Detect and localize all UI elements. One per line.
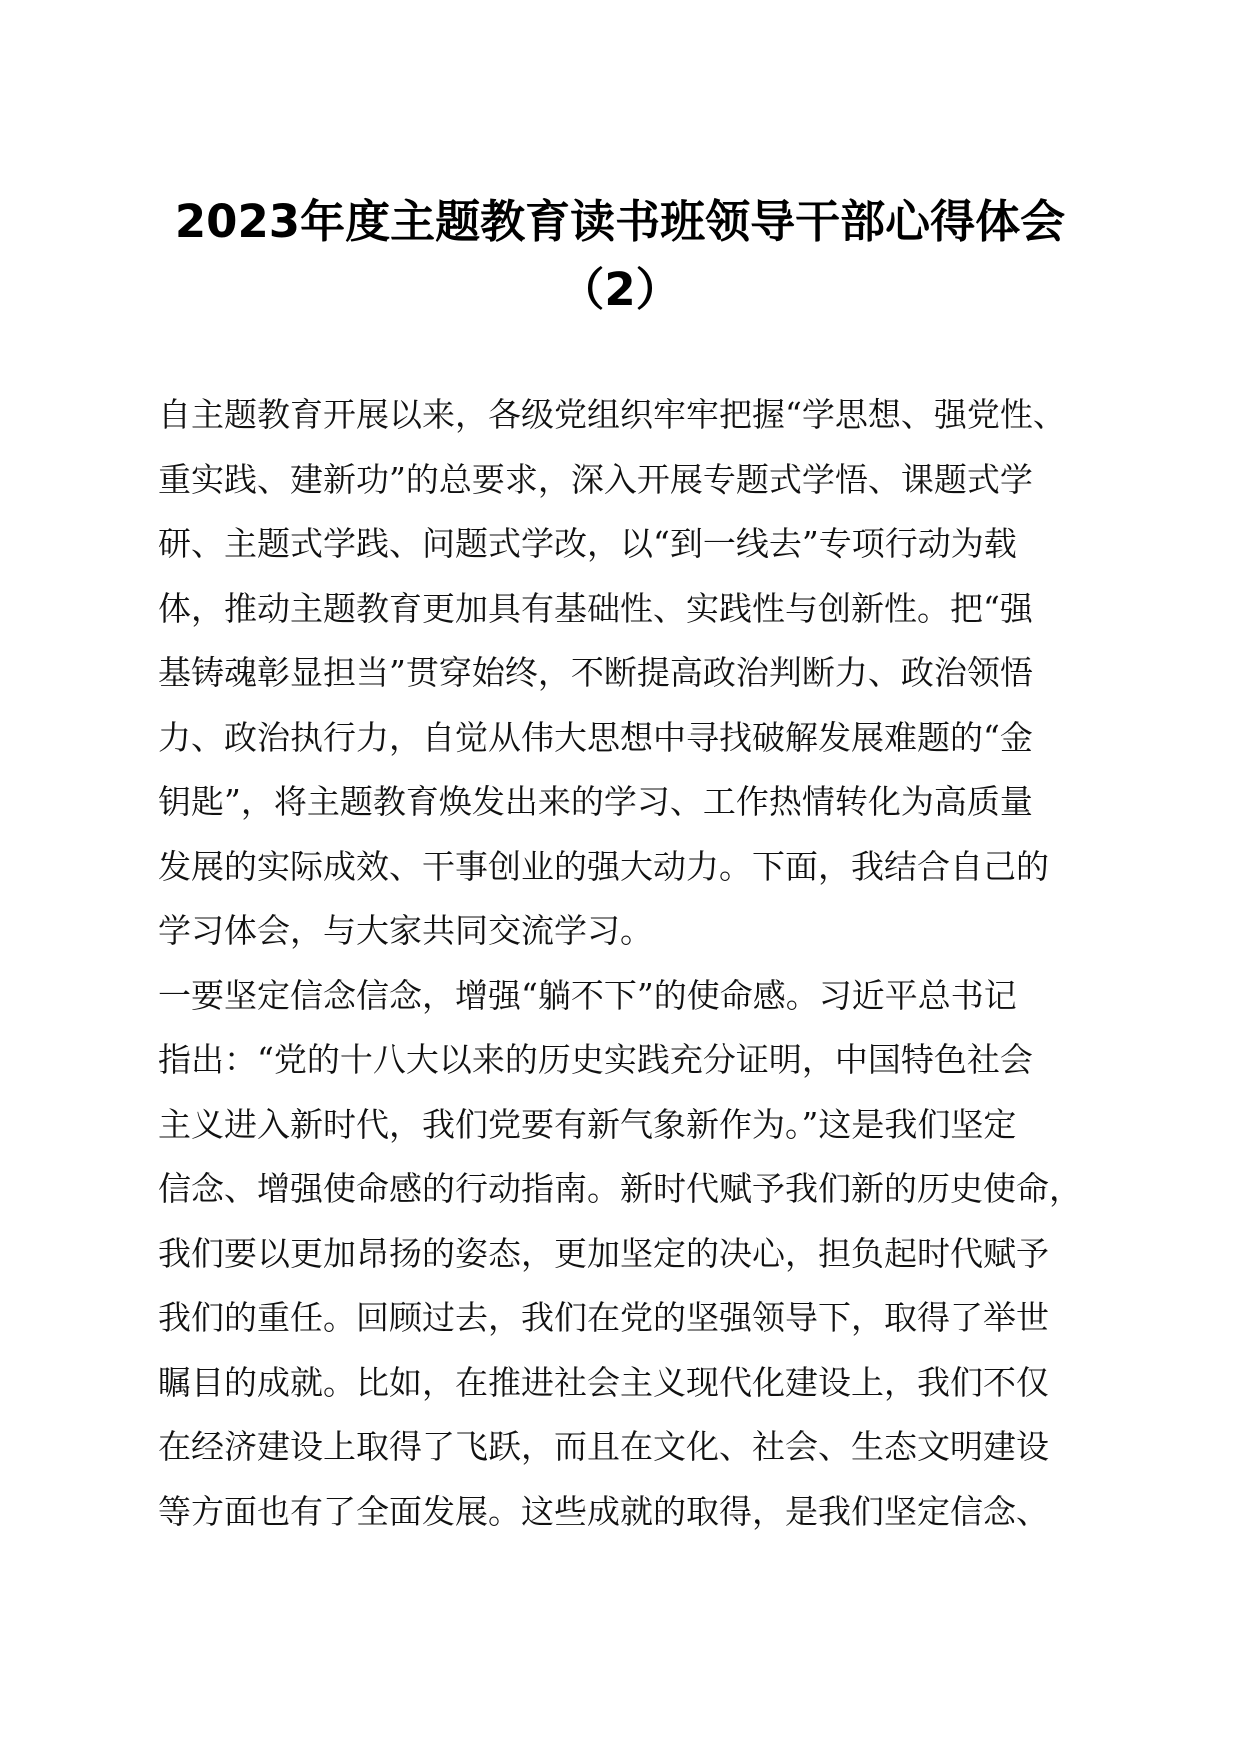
body-text-line: 我们的重任。回顾过去，我们在党的坚强领导下，取得了举世 (158, 1298, 1049, 1337)
body-text-line: 等方面也有了全面发展。这些成就的取得，是我们坚定信念、 (158, 1491, 1049, 1531)
body-text-line: 力、政治执行力，自觉从伟大思想中寻找破解发展难题的“金 (158, 717, 1033, 757)
body-text-line: 体，推动主题教育更加具有基础性、实践性与创新性。把“强 (158, 588, 1033, 628)
document-body (158, 383, 1098, 1544)
body-text-line: 钥匙”，将主题教育焕发出来的学习、工作热情转化为高质量 (158, 782, 1033, 821)
document-title-line-2: （2） (559, 263, 681, 316)
body-text-line: 主义进入新时代，我们党要有新气象新作为。”这是我们坚定 (158, 1104, 1017, 1144)
body-text-line: 研、主题式学践、问题式学改，以“到一线去”专项行动为载 (158, 524, 1017, 563)
document-title-line-1: 2023年度主题教育读书班领导干部心得体会 (174, 195, 1066, 248)
body-text-line: 指出：“党的十八大以来的历史实践充分证明，中国特色社会 (158, 1040, 1033, 1079)
body-text-line: 发展的实际成效、干事创业的强大动力。下面，我结合自己的 (158, 846, 1049, 886)
body-text-line: 重实践、建新功”的总要求，深入开展专题式学悟、课题式学 (158, 459, 1033, 499)
body-text-line: 学习体会，与大家共同交流学习。 (158, 911, 653, 950)
body-text-line: 在经济建设上取得了飞跃，而且在文化、社会、生态文明建设 (158, 1427, 1049, 1466)
body-text-line: 信念、增强使命感的行动指南。新时代赋予我们新的历史使命， (158, 1169, 1082, 1208)
body-text-line: 一要坚定信念信念，增强“躺不下”的使命感。习近平总书记 (158, 975, 1017, 1015)
body-text-line: 自主题教育开展以来，各级党组织牢牢把握“学思想、强党性、 (158, 395, 1066, 434)
body-text-line: 瞩目的成就。比如，在推进社会主义现代化建设上，我们不仅 (158, 1362, 1049, 1402)
body-text-line: 基铸魂彰显担当”贯穿始终，不断提高政治判断力、政治领悟 (158, 653, 1033, 692)
body-text-line: 我们要以更加昂扬的姿态，更加坚定的决心，担负起时代赋予 (158, 1233, 1049, 1273)
